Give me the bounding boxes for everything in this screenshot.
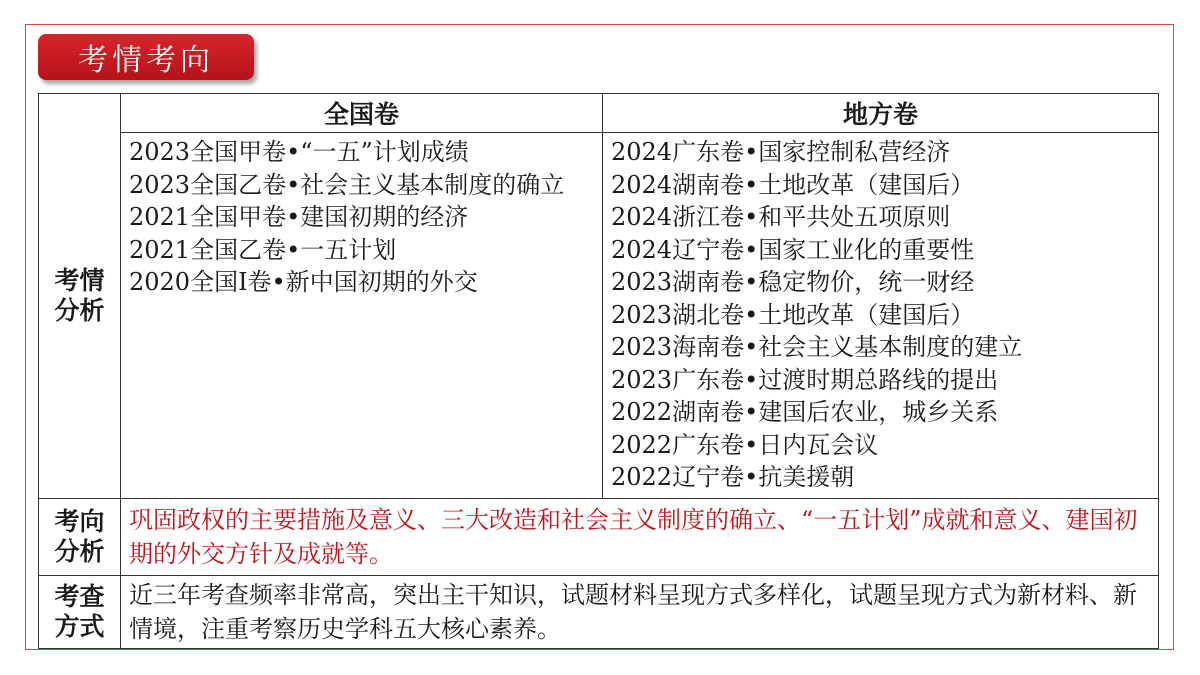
list-item: 2022辽宁卷•抗美援朝 — [611, 463, 855, 491]
exam-analysis-table — [38, 93, 1159, 649]
row-label-direction-cell — [39, 498, 121, 575]
method-text: 近三年考查频率非常高，突出主干知识，试题材料呈现方式多样化，试题呈现方式为新材料、新情境，注重考察历史学科五大核心素养。 — [121, 575, 1159, 648]
list-item: 2023广东卷•过渡时期总路线的提出 — [611, 365, 999, 394]
col-header-national: 全国卷 — [121, 94, 603, 133]
list-item: 2024湖南卷•土地改革（建国后） — [611, 170, 975, 199]
list-item: 2023湖北卷•土地改革（建国后） — [611, 300, 975, 329]
list-item: 2024辽宁卷•国家工业化的重要性 — [611, 235, 975, 264]
list-item: 2024广东卷•国家控制私营经济 — [611, 138, 951, 166]
list-item: 2023海南卷•社会主义基本制度的建立 — [611, 333, 1023, 361]
direction-text: 巩固政权的主要措施及意义、三大改造和社会主义制度的确立、“一五计划”成就和意义、建国初期的外交方针及成就等。 — [121, 498, 1159, 575]
list-item: 2024浙江卷•和平共处五项原则 — [611, 203, 951, 231]
corner-cell — [39, 94, 121, 499]
direction-row — [39, 498, 1159, 575]
list-item: 2023湖南卷•稳定物价，统一财经 — [611, 268, 975, 296]
national-list — [121, 133, 603, 499]
row-label-method-cell — [39, 575, 121, 648]
list-item: 2023全国甲卷•“一五”计划成绩 — [129, 138, 469, 166]
list-item: 2021全国乙卷•一五计划 — [129, 235, 397, 264]
list-item: 2023全国乙卷•社会主义基本制度的确立 — [129, 170, 565, 199]
list-item: 2020全国Ⅰ卷•新中国初期的外交 — [129, 268, 478, 296]
row-label-method: 考查方式 — [54, 581, 105, 641]
list-item: 2022湖南卷•建国后农业，城乡关系 — [611, 398, 999, 426]
row-label-direction: 考向分析 — [54, 506, 105, 566]
local-list — [603, 133, 1159, 499]
header-row — [39, 94, 1159, 133]
list-item: 2021全国甲卷•建国初期的经济 — [129, 203, 469, 231]
col-header-local: 地方卷 — [603, 94, 1159, 133]
list-item: 2022广东卷•日内瓦会议 — [611, 430, 879, 459]
method-row — [39, 575, 1159, 648]
row-label-analysis: 考情分析 — [54, 265, 105, 325]
analysis-row — [39, 133, 1159, 499]
section-title: 考情考向 — [38, 34, 254, 80]
